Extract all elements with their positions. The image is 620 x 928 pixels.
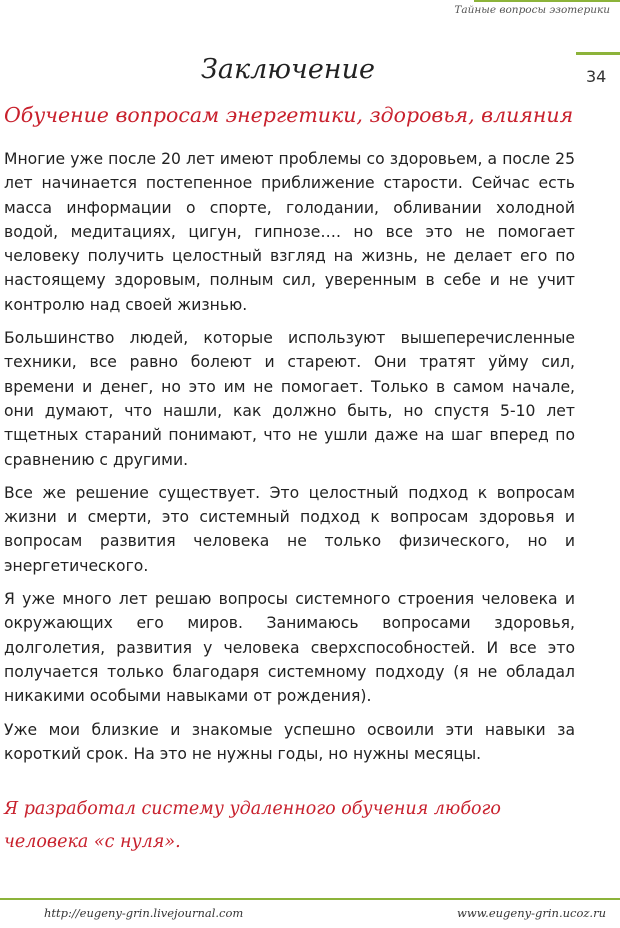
paragraph: Уже мои близкие и знакомые успешно освоили эти навыки за короткий срок. На это не нужны годы, но нужны месяцы.: [4, 720, 575, 763]
page-number-rule: [576, 52, 620, 55]
closing-note: Я разработал систему удаленного обучения любого человека «с нуля».: [4, 799, 501, 852]
header-rule: [474, 0, 620, 2]
footer-rule: [0, 898, 620, 900]
paragraph: Многие уже после 20 лет имеют проблемы со здоровьем, а после 25 лет начинается постепенное приближение старости. Сейчас есть масса информации о спорте, голодании, обливании холодной водой, медитациях, цигун, гипнозе…. но все это не помогает человеку получить целостный взгляд на жизнь, не делает его по настоящему здоровым, полным сил, уверенным в себе и не учит контролю над своей жизнью.: [4, 150, 575, 314]
body-text: [4, 147, 575, 775]
paragraph: Большинство людей, которые используют вышеперечисленные техники, все равно болеют и стареют. Они тратят уйму сил, времени и денег, но это им не помогает. Только в самом начале, они думают, что нашли, как должно быть, но спустя 5-10 лет тщетных стараний понимают, что не ушли даже на шаг вперед по сравнению с другими.: [4, 329, 575, 469]
section-heading: Обучение вопросам энергетики, здоровья, влияния: [4, 103, 574, 127]
paragraph: Я уже много лет решаю вопросы системного строения человека и окружающих его миров. Занимаюсь вопросами здоровья, долголетия, развития у человека сверхспособностей. И все это получается только благодаря системному подходу (я не обладал никакими особыми навыками от рождения).: [4, 590, 575, 706]
footer-site-link[interactable]: www.eugeny-grin.ucoz.ru: [457, 906, 606, 920]
page-number: 34: [586, 67, 607, 86]
running-title: Тайные вопросы эзотерики: [454, 4, 610, 16]
paragraph: Все же решение существует. Это целостный подход к вопросам жизни и смерти, это системный подход к вопросам здоровья и вопросам развития человека не только физического, но и энергетического.: [4, 483, 575, 575]
footer-livejournal-link[interactable]: http://eugeny-grin.livejournal.com: [44, 906, 244, 920]
chapter-title: Заключение: [201, 54, 375, 85]
